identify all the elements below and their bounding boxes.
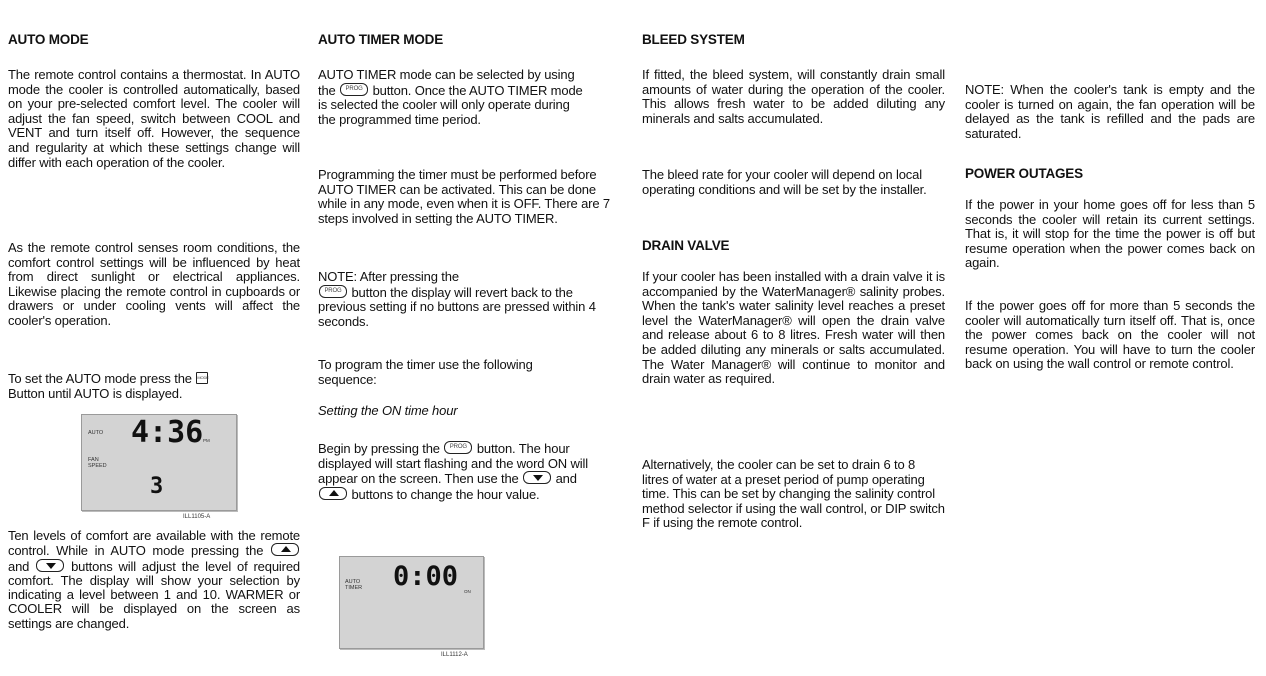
begin-text-1: Begin by pressing the (318, 441, 440, 456)
power-outage-paragraph-2: If the power goes off for more than 5 seconds the cooler will automatically turn itself off. That is, once the power comes back on the cooler will not resume operation. You will have to turn the cooler back on using the wall control or remote control. (965, 298, 1255, 372)
lcd-fan-label: FAN (88, 457, 99, 463)
up-arrow-button-icon (271, 543, 299, 556)
heading-drain-valve: DRAIN VALVE (642, 238, 730, 253)
auto-mode-paragraph-2: As the remote control senses room conditions, the comfort control settings will be influenced by heat from direct sunlight or electrical appliances. Likewise placing the remote control in cupboards or drawers or under cooling vents will affect the cooler's operation. (8, 240, 300, 328)
lcd-auto-label: AUTO (88, 430, 104, 436)
illustration-code-1105: ILL1105-A (183, 514, 211, 520)
auto-timer-paragraph-4: To program the timer use the following sequence: (318, 357, 533, 387)
bleed-system-paragraph: If fitted, the bleed system, will constantly drain small amounts of water during the operation of the cooler. This allows fresh water to be added diluting any minerals and salts accumulated. (642, 67, 945, 126)
power-outage-paragraph-1: If the power in your home goes off for less than 5 seconds the cooler will retain its current settings. That is, it will stop for the time the power is off but resume operation when the power comes back on again. (965, 197, 1255, 271)
lcd-speed-label: SPEED (88, 463, 107, 469)
set-auto-text: To set the AUTO mode press the (8, 371, 192, 386)
down-arrow-button-icon (36, 559, 64, 572)
auto-mode-paragraph-3 (8, 372, 300, 401)
prog-button-icon-3 (444, 441, 472, 454)
set-auto-text-2: Button until AUTO is displayed. (8, 385, 183, 401)
comfort-text-3: buttons will adjust the level of required comfort. The display will show your selection by indicating a level between 1 and 10. WARMER or COOLER will be displayed on the screen as settings are changed. (8, 558, 300, 631)
auto-mode-paragraph-1: The remote control contains a thermostat. In AUTO mode the cooler is controlled automatically, based on your pre-selected comfort level. The cooler will adjust the fan speed, switch between COOL and VENT and turn itself off. However, the sequence and regularity at which these settings change will differ with each operation of the cooler. (8, 67, 300, 170)
up-arrow-button-icon-2 (319, 487, 347, 500)
prog-button-icon (340, 83, 368, 96)
auto-timer-lcd-display (339, 556, 484, 649)
comfort-text-1: Ten levels of comfort are available with the remote control. While in AUTO mode pressing the (8, 528, 300, 559)
drain-alternative-paragraph: Alternatively, the cooler can be set to drain 6 to 8 litres of water at a preset period of pump operating time. This can be set by changing the salinity control method selector if using the wall control, or DIP switch F if using the remote control. (642, 457, 945, 531)
auto-timer-paragraph-1 (318, 68, 586, 127)
lcd-flashing-time: 0:00 (393, 561, 459, 592)
lcd-level: 3 (150, 474, 164, 499)
illustration-code-1112: ILL1112-A (441, 652, 468, 658)
auto-timer-paragraph-2: Programming the timer must be performed before AUTO TIMER can be activated. This can be done while in any mode, even when it is OFF. There are 7 steps involved in setting the AUTO TIMER. (318, 167, 610, 226)
down-arrow-button-icon-2 (523, 471, 551, 484)
note-text-2: button the display will revert back to the previous setting if no buttons are pressed within 4 seconds. (318, 284, 596, 329)
begin-text-4: buttons to change the hour value. (351, 486, 540, 502)
lcd-on-indicator: ON (464, 589, 471, 594)
mode-button-icon (196, 372, 208, 384)
lcd-auto-label-2: AUTO (345, 579, 361, 585)
auto-timer-note (318, 270, 610, 329)
note-text-1: NOTE: After pressing the (318, 269, 459, 284)
heading-auto-timer-mode: AUTO TIMER MODE (318, 32, 443, 47)
auto-mode-lcd-display (81, 414, 237, 511)
auto-mode-paragraph-4 (8, 529, 300, 631)
prog-button-icon-2 (319, 285, 347, 298)
timer-select-text-2: button. Once the AUTO TIMER mode is selected the cooler will only operate during the programmed time period. (318, 82, 583, 127)
lcd-time: 4:36 (131, 415, 204, 450)
begin-text-3: and (555, 471, 577, 487)
bleed-rate-paragraph: The bleed rate for your cooler will depend on local operating conditions and will be set by the installer. (642, 167, 927, 197)
sub-heading-on-time-hour: Setting the ON time hour (318, 403, 458, 418)
lcd-pm: PM (203, 438, 210, 443)
heading-auto-mode: AUTO MODE (8, 32, 89, 47)
timer-select-text-1: AUTO TIMER mode can be selected by using the (318, 67, 575, 98)
auto-timer-paragraph-5 (318, 441, 600, 502)
tank-empty-note: NOTE: When the cooler's tank is empty and the cooler is turned on again, the fan operation will be delayed as the tank is refilled and the pads are saturated. (965, 82, 1255, 141)
drain-valve-paragraph: If your cooler has been installed with a drain valve it is accompanied by the WaterManager® salinity probes. When the tank's water salinity level reaches a preset level the WaterManager® will open the drain valve and release about 6 to 8 litres. Fresh water will then be added diluting any minerals or salts accumulated. The Water Manager® will continue to monitor and drain water as required. (642, 269, 945, 387)
begin-text-2: button. The hour displayed will start flashing and the word ON will appear on the screen. Then use the (318, 441, 588, 487)
heading-bleed-system: BLEED SYSTEM (642, 32, 745, 47)
comfort-text-2: and (8, 558, 30, 574)
heading-power-outages: POWER OUTAGES (965, 166, 1083, 181)
lcd-timer-label: TIMER (345, 585, 363, 591)
